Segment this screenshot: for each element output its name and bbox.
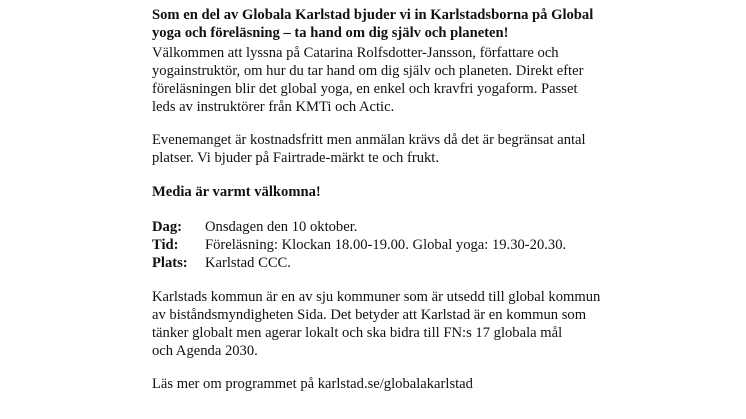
- about-line: Karlstads kommun är en av sju kommuner som är utsedd till global kommun: [152, 289, 601, 305]
- time-value: Föreläsning: Klockan 18.00-19.00. Global yoga: 19.30-20.30.: [205, 237, 567, 253]
- day-label: Dag:: [152, 219, 182, 235]
- media-welcome: Media är varmt välkomna!: [152, 184, 321, 200]
- about-line: av biståndsmyndigheten Sida. Det betyder att Karlstad är en kommun som: [152, 307, 587, 323]
- place-label: Plats:: [152, 255, 188, 271]
- detail-row-day: [152, 218, 632, 236]
- press-release-heading: [152, 6, 632, 42]
- intro-paragraph: [152, 44, 632, 116]
- about-line: tänker globalt men agerar lokalt och ska bidra till FN:s 17 globala mål: [152, 325, 563, 341]
- registration-line: Evenemanget är kostnadsfritt men anmälan krävs då det är begränsat antal: [152, 132, 586, 148]
- event-details: [152, 218, 632, 272]
- place-value: Karlstad CCC.: [205, 255, 291, 271]
- intro-line: leds av instruktörer från KMTi och Actic.: [152, 99, 395, 115]
- detail-row-place: [152, 254, 632, 272]
- day-value: Onsdagen den 10 oktober.: [205, 219, 358, 235]
- about-paragraph: [152, 288, 632, 360]
- about-line: och Agenda 2030.: [152, 343, 258, 359]
- registration-line: platser. Vi bjuder på Fairtrade-märkt te och frukt.: [152, 150, 439, 166]
- intro-line: Välkommen att lyssna på Catarina Rolfsdotter-Jansson, författare och: [152, 45, 559, 61]
- heading-line-1: Som en del av Globala Karlstad bjuder vi in Karlstadsborna på Global: [152, 7, 594, 23]
- detail-row-time: [152, 236, 632, 254]
- intro-line: föreläsningen blir det global yoga, en enkel och kravfri yogaform. Passet: [152, 81, 578, 97]
- intro-line: yogainstruktör, om hur du tar hand om dig själv och planeten. Direkt efter: [152, 63, 584, 79]
- read-more-text: Läs mer om programmet på karlstad.se/globalakarlstad: [152, 376, 473, 392]
- heading-line-2: yoga och föreläsning – ta hand om dig själv och planeten!: [152, 25, 509, 41]
- registration-paragraph: [152, 131, 632, 167]
- time-label: Tid:: [152, 237, 179, 253]
